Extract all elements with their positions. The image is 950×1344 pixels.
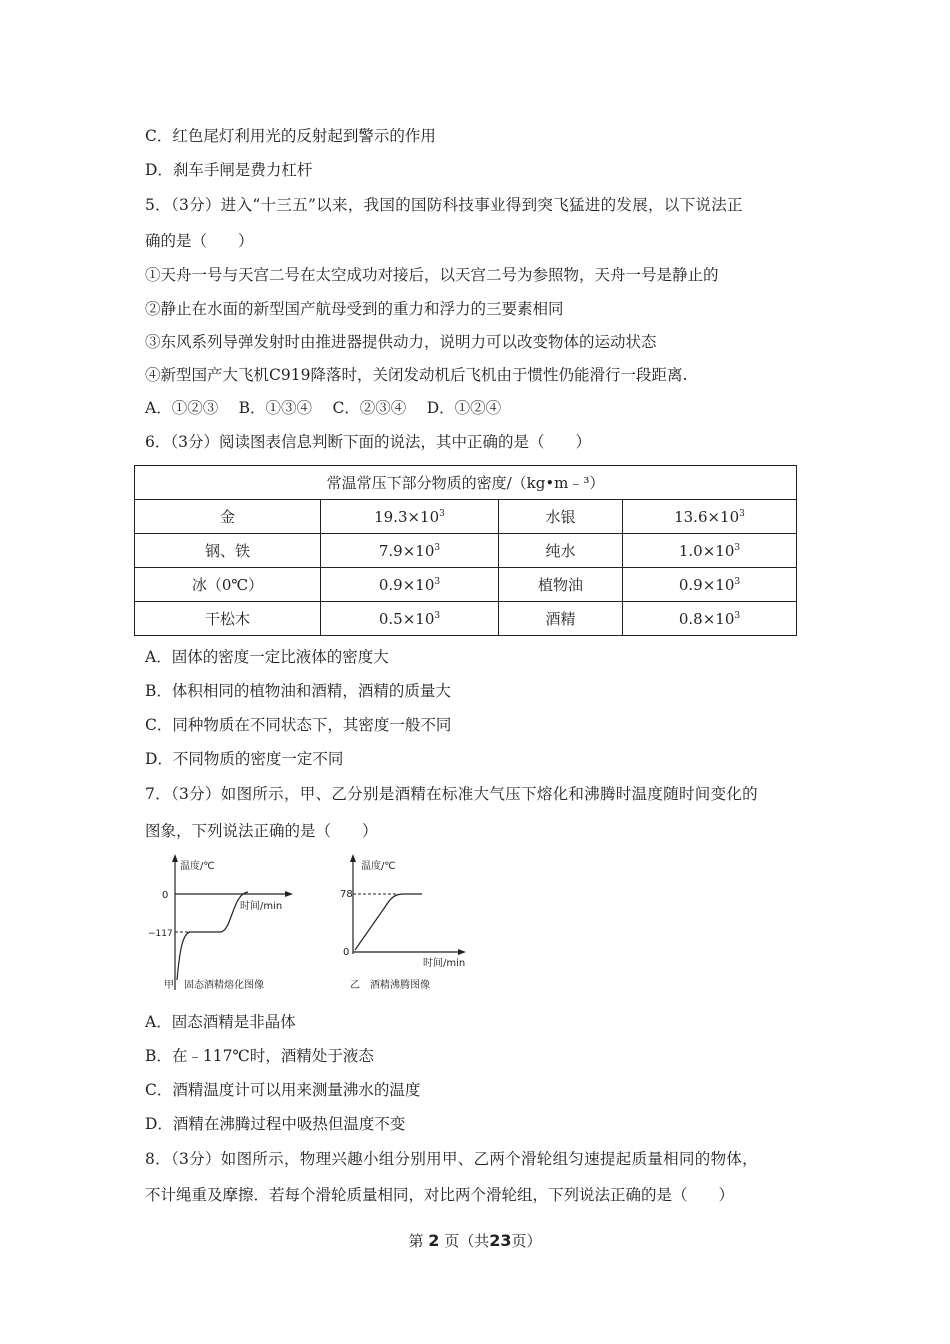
table-row — [135, 500, 797, 534]
q6-stem: 6．（3分）阅读图表信息判断下面的说法，其中正确的是（ ） — [145, 433, 591, 451]
table-cell: $0.5\times 10^3$ — [321, 602, 499, 636]
density-table-title: 常温常压下部分物质的密度/（kg•m﹣³） — [135, 466, 797, 500]
table-cell: $13.6\times 10^3$ — [623, 500, 797, 534]
table-cell: $0.9\times 10^3$ — [321, 568, 499, 602]
table-cell: 水银 — [499, 500, 623, 534]
boiling-ylabel: 温度/℃ — [361, 861, 396, 872]
page-total: 23 — [489, 1231, 512, 1250]
q7-option-b: B．在﹣117℃时，酒精处于液态 — [145, 1047, 374, 1065]
table-cell: 植物油 — [499, 568, 623, 602]
melting-tick-zero: 0 — [162, 890, 169, 901]
table-cell: 冰（0℃） — [135, 568, 321, 602]
melting-caption: 甲 固态酒精熔化图像 — [164, 980, 264, 991]
q4-option-c: C．红色尾灯利用光的反射起到警示的作用 — [145, 127, 436, 145]
table-cell: 金 — [135, 500, 321, 534]
page-footer: 第 2 页（共23页） — [408, 1231, 542, 1250]
melting-xlabel: 时间/min — [240, 901, 283, 912]
boiling-xlabel: 时间/min — [423, 958, 466, 969]
q6-option-a: A．固体的密度一定比液体的密度大 — [145, 648, 389, 666]
boiling-curve — [355, 894, 422, 950]
table-row — [135, 534, 797, 568]
q6-option-d: D．不同物质的密度一定不同 — [145, 750, 344, 768]
q7-option-c: C．酒精温度计可以用来测量沸水的温度 — [145, 1081, 421, 1099]
table-cell: $1.0\times 10^3$ — [623, 534, 797, 568]
q7-option-a: A．固态酒精是非晶体 — [145, 1013, 296, 1031]
boiling-tick-zero: 0 — [343, 947, 350, 958]
page-number: 2 — [428, 1231, 440, 1250]
melting-ylabel: 温度/℃ — [180, 861, 215, 872]
q6-option-c: C．同种物质在不同状态下，其密度一般不同 — [145, 716, 452, 734]
melting-graph-svg — [140, 852, 300, 997]
table-cell: $7.9\times 10^3$ — [321, 534, 499, 568]
q5-statement-3: ③东风系列导弹发射时由推进器提供动力，说明力可以改变物体的运动状态 — [145, 333, 657, 351]
boiling-tick-bp: 78 — [340, 889, 353, 900]
table-cell: 干松木 — [135, 602, 321, 636]
melting-tick-mp: −117 — [148, 929, 173, 939]
melting-graph — [140, 852, 300, 1001]
q7-stem-line1: 7．（3分）如图所示，甲、乙分别是酒精在标准大气压下熔化和沸腾时温度随时间变化的 — [145, 785, 758, 803]
table-row — [135, 602, 797, 636]
q7-option-d: D．酒精在沸腾过程中吸热但温度不变 — [145, 1115, 406, 1133]
table-cell: 钢、铁 — [135, 534, 321, 568]
q5-stem-line1: 5．（3分）进入“十三五”以来，我国的国防科技事业得到突飞猛进的发展，以下说法正 — [145, 196, 743, 214]
q5-statement-4: ④新型国产大飞机C919降落时，关闭发动机后飞机由于惯性仍能滑行一段距离. — [145, 366, 688, 384]
density-table — [134, 465, 797, 636]
q5-options: A．①②③ B．①③④ C．②③④ D．①②④ — [145, 399, 502, 417]
q5-statement-1: ①天舟一号与天宫二号在太空成功对接后，以天宫二号为参照物，天舟一号是静止的 — [145, 266, 719, 284]
q6-option-b: B．体积相同的植物油和酒精，酒精的质量大 — [145, 682, 451, 700]
table-cell: $19.3\times 10^3$ — [321, 500, 499, 534]
table-row — [135, 568, 797, 602]
q5-stem-line2: 确的是（ ） — [145, 232, 254, 250]
table-cell: $0.8\times 10^3$ — [623, 602, 797, 636]
boiling-caption: 乙 酒精沸腾图像 — [350, 980, 430, 991]
q8-stem-line1: 8．（3分）如图所示，物理兴趣小组分别用甲、乙两个滑轮组匀速提起质量相同的物体， — [145, 1150, 758, 1168]
boiling-graph — [328, 852, 478, 1001]
melting-curve — [177, 892, 248, 980]
table-cell: 酒精 — [499, 602, 623, 636]
q5-statement-2: ②静止在水面的新型国产航母受到的重力和浮力的三要素相同 — [145, 300, 564, 318]
q8-stem-line2: 不计绳重及摩擦．若每个滑轮质量相同，对比两个滑轮组，下列说法正确的是（ ） — [145, 1186, 735, 1204]
table-cell: $0.9\times 10^3$ — [623, 568, 797, 602]
boiling-graph-svg — [328, 852, 478, 997]
table-cell: 纯水 — [499, 534, 623, 568]
q4-option-d: D．刹车手闸是费力杠杆 — [145, 161, 313, 179]
q7-stem-line2: 图象，下列说法正确的是（ ） — [145, 822, 378, 840]
